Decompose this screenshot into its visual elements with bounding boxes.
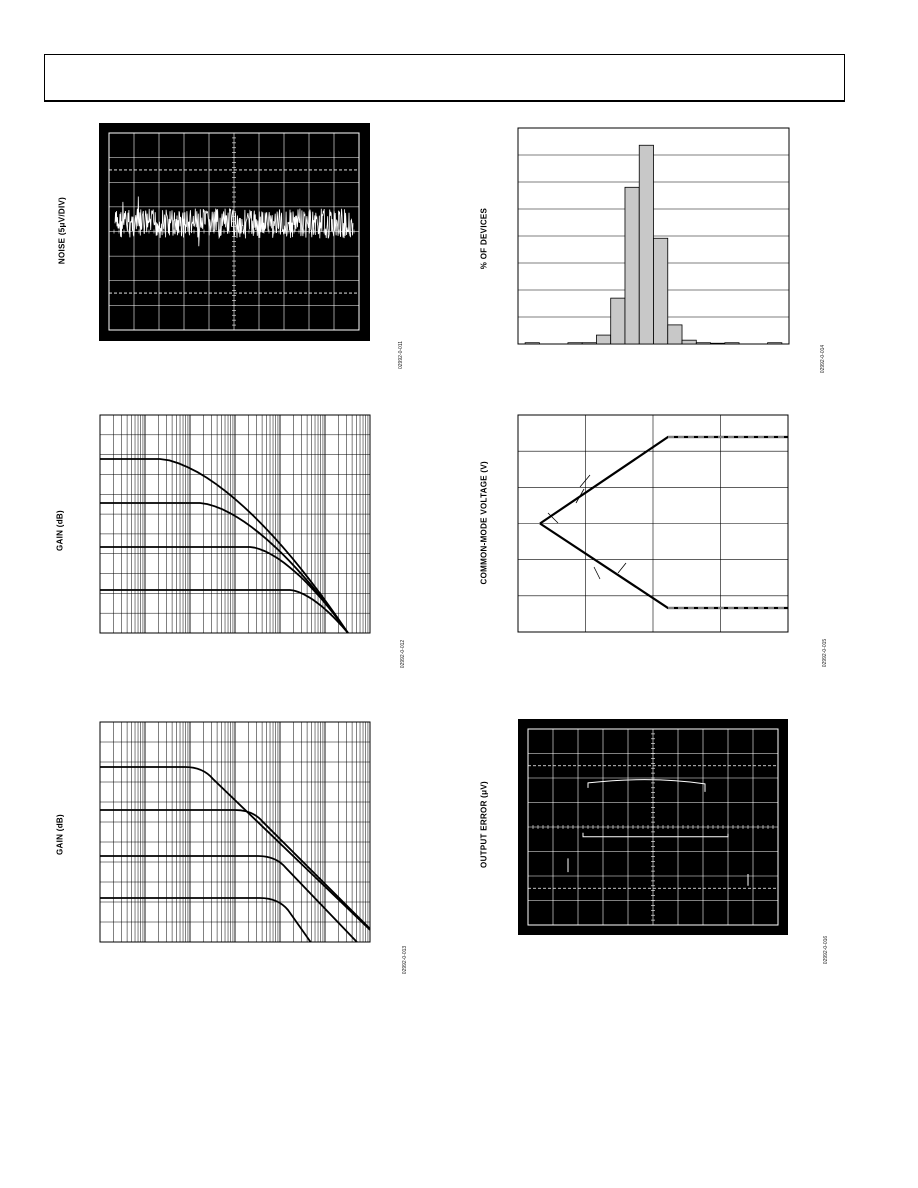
gain2-figure-id: 02992-0-013	[402, 945, 408, 975]
cmv-ylabel: COMMON-MODE VOLTAGE (V)	[479, 461, 489, 585]
page-header-box	[44, 54, 845, 102]
histogram-bar	[682, 340, 696, 344]
histogram-bar	[696, 343, 710, 344]
histogram-bar	[568, 343, 582, 344]
histogram-chart	[518, 128, 789, 344]
gain2-ylabel: GAIN (dB)	[55, 814, 65, 855]
histogram-figure-id: 02992-0-014	[820, 344, 826, 374]
histogram-bar	[768, 343, 782, 344]
noise-figure-id: 02992-0-011	[398, 341, 404, 369]
output-error-figure-id: 02992-0-016	[823, 935, 829, 965]
output-error-scope-chart	[518, 719, 788, 935]
histogram-bar	[711, 343, 725, 344]
histogram-bar	[639, 145, 653, 344]
gain1-ylabel: GAIN (dB)	[55, 510, 65, 551]
noise-scope-chart	[99, 123, 370, 341]
gain1-chart	[100, 415, 370, 633]
noise-ylabel: NOISE (5μV/DIV)	[57, 196, 67, 265]
cmv-figure-id: 02992-0-015	[822, 638, 828, 668]
histogram-bar	[525, 343, 539, 344]
histogram-bar	[582, 343, 596, 344]
histogram-bar	[654, 238, 668, 344]
histogram-bar	[668, 325, 682, 344]
histogram-bar	[725, 343, 739, 344]
gain1-figure-id: 02992-0-012	[400, 639, 406, 669]
histogram-bar	[596, 335, 610, 344]
output-error-ylabel: OUTPUT ERROR (μV)	[479, 781, 489, 868]
histogram-bar	[611, 298, 625, 344]
cmv-chart	[518, 415, 788, 632]
gain2-chart	[100, 722, 370, 942]
histogram-ylabel: % OF DEVICES	[479, 207, 489, 270]
histogram-bar	[625, 187, 639, 344]
